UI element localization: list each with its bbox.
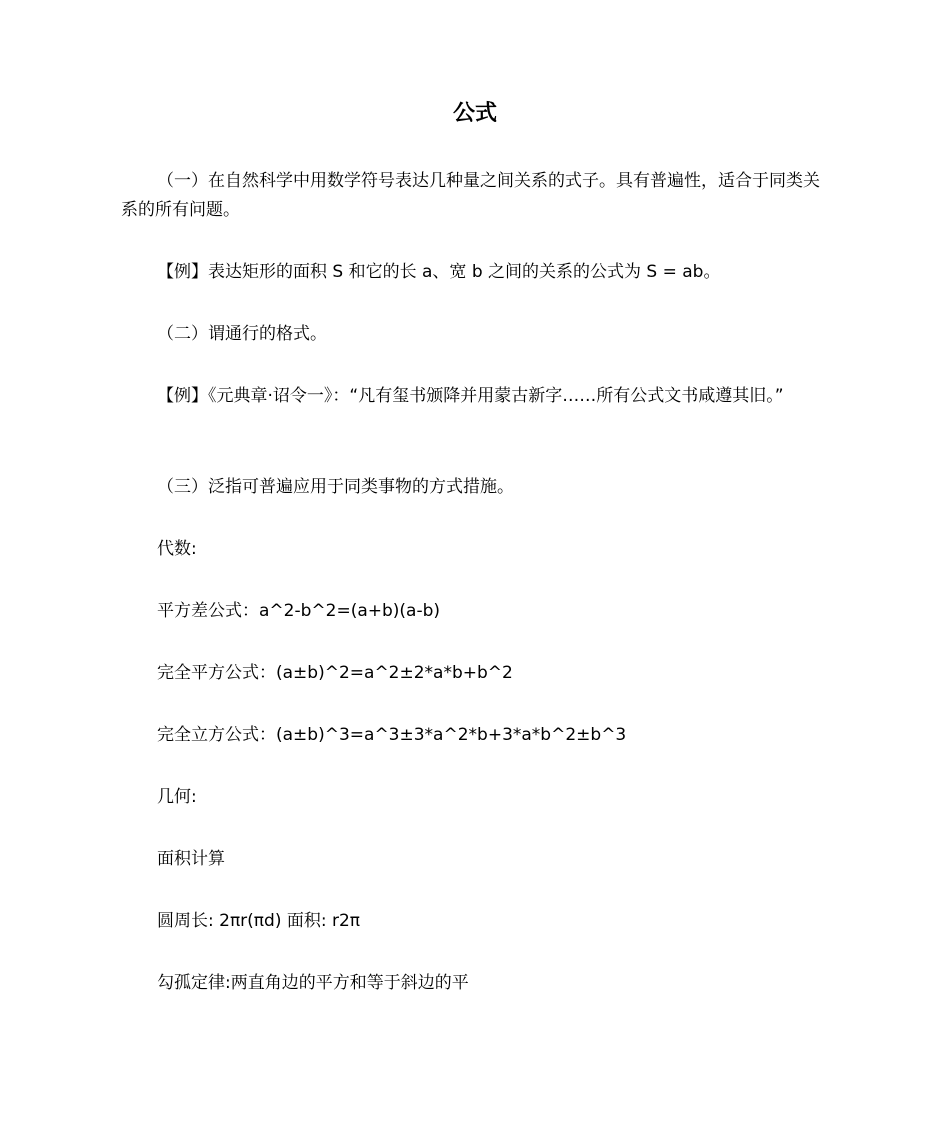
formula-perfect-cube: 完全立方公式：(a±b)^3=a^3±3*a^2*b+3*a*b^2±b^3 bbox=[157, 725, 627, 745]
paragraph-definition-2: （二）谓通行的格式。 bbox=[157, 324, 327, 344]
area-calculation-heading: 面积计算 bbox=[157, 849, 225, 869]
paragraph-definition-1: （一）在自然科学中用数学符号表达几种量之间关系的式子。具有普遍性，适合于同类关系的所有问题。 bbox=[121, 171, 820, 220]
formula-pythagorean: 勾孤定律:两直角边的平方和等于斜边的平 bbox=[157, 973, 469, 993]
section-geometry-heading: 几何: bbox=[157, 787, 197, 807]
paragraph-definition-3: （三）泛指可普遍应用于同类事物的方式措施。 bbox=[157, 477, 514, 497]
formula-circle: 圆周长: 2πr(πd) 面积: r2π bbox=[157, 911, 361, 931]
document-title: 公式 bbox=[452, 101, 497, 126]
section-algebra-heading: 代数: bbox=[157, 539, 197, 559]
formula-perfect-square: 完全平方公式：(a±b)^2=a^2±2*a*b+b^2 bbox=[157, 663, 513, 683]
paragraph-example-1: 【例】表达矩形的面积 S 和它的长 a、宽 b 之间的关系的公式为 S = ab。 bbox=[157, 262, 721, 282]
paragraph-example-2: 【例】《元典章·诏令一》：“凡有玺书颁降并用蒙古新字……所有公式文书咸遵其旧。” bbox=[157, 386, 784, 406]
formula-difference-of-squares: 平方差公式：a^2-b^2=(a+b)(a-b) bbox=[157, 601, 441, 621]
